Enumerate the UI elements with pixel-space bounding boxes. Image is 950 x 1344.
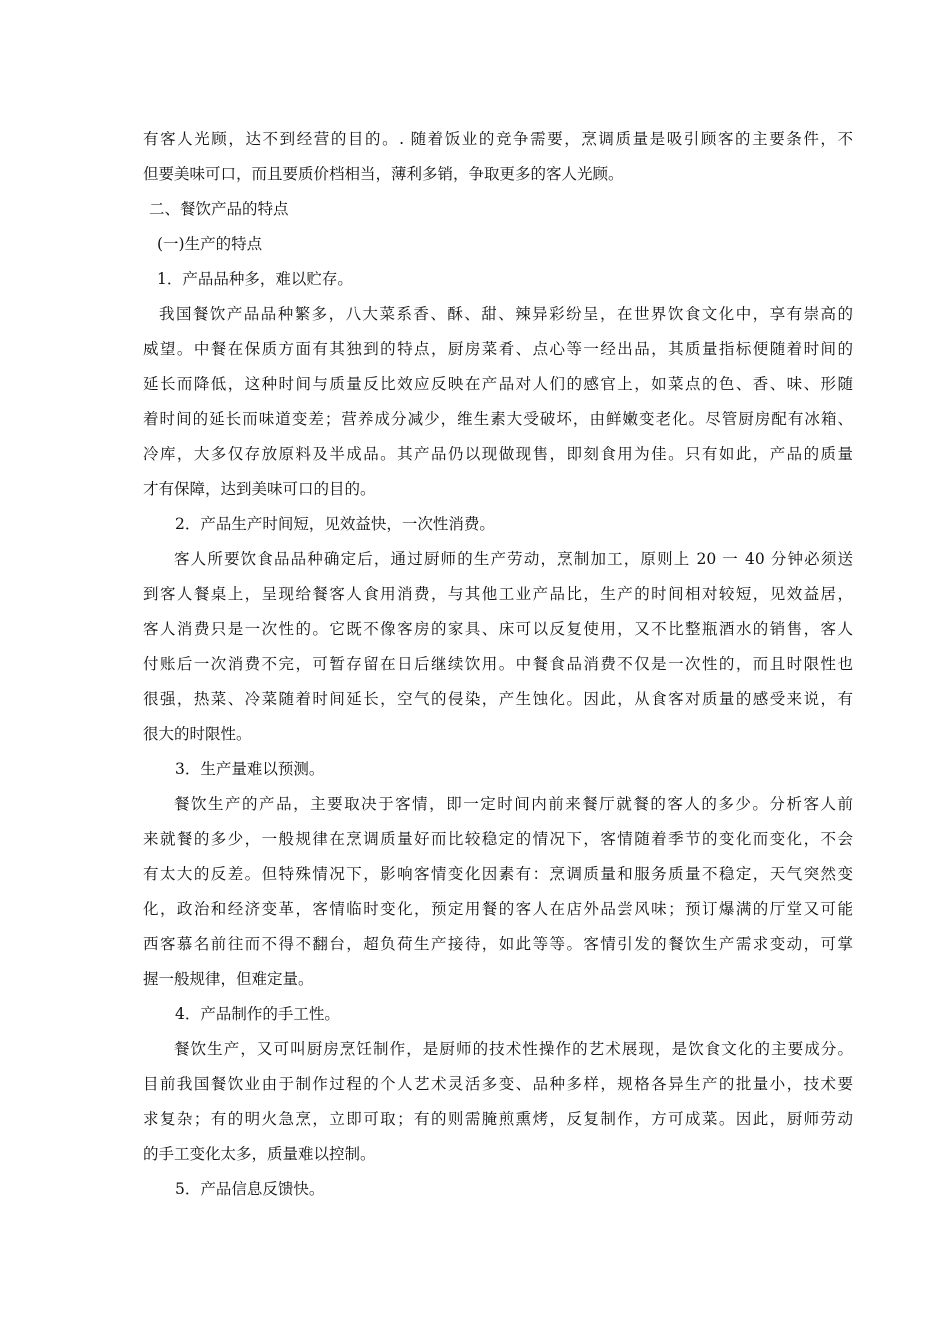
text-line: 化，政治和经济变革，客情临时变化，预定用餐的客人在店外品尝风味；预订爆满的厅堂又可能 <box>143 900 853 918</box>
paragraph <box>143 787 853 997</box>
text-line: 4．产品制作的手工性。 <box>175 1005 340 1023</box>
text-line: 1．产品品种多，难以贮存。 <box>157 270 353 288</box>
text-line: 才有保障，达到美味可口的目的。 <box>143 480 376 498</box>
text-line: 餐饮生产的产品，主要取决于客情，即一定时间内前来餐厅就餐的客人的多少。分析客人前 <box>174 795 853 813</box>
text-line: 冷库，大多仅存放原料及半成品。其产品仍以现做现售，即刻食用为佳。只有如此，产品的质量 <box>143 445 853 463</box>
paragraph <box>143 297 853 507</box>
text-line: 有客人光顾，达不到经营的目的。. 随着饭业的竞争需要，烹调质量是吸引顾客的主要条件，不 <box>143 130 853 148</box>
paragraph <box>143 122 853 192</box>
text-line: 延长而降低，这种时间与质量反比效应反映在产品对人们的感官上，如菜点的色、香、味、形随 <box>143 375 853 393</box>
text-line: 西客慕名前往而不得不翻台，超负荷生产接待，如此等等。客情引发的餐饮生产需求变动，可掌 <box>143 935 853 953</box>
text-line: 着时间的延长而味道变差；营养成分减少，维生素大受破坏，由鲜嫩变老化。尽管厨房配有冰箱、 <box>143 410 853 428</box>
text-line: 3．生产量难以预测。 <box>175 760 325 778</box>
text-line: 有太大的反差。但特殊情况下，影响客情变化因素有：烹调质量和服务质量不稳定，天气突然变 <box>143 865 853 883</box>
section-heading <box>143 1172 853 1207</box>
text-line: 握一般规律，但难定量。 <box>143 970 314 988</box>
section-heading <box>143 262 853 297</box>
text-line: 目前我国餐饮业由于制作过程的个人艺术灵活多变、品种多样，规格各异生产的批量小，技术要 <box>143 1075 853 1093</box>
text-line: 我国餐饮产品品种繁多，八大菜系香、酥、甜、辣异彩纷呈，在世界饮食文化中，享有崇高的 <box>159 305 853 323</box>
document-body <box>143 122 853 1207</box>
text-line: 餐饮生产，又可叫厨房烹饪制作，是厨师的技术性操作的艺术展现，是饮食文化的主要成分。 <box>174 1040 853 1058</box>
text-line: 但要美味可口，而且要质价档相当，薄利多销，争取更多的客人光顾。 <box>143 165 624 183</box>
text-line: 来就餐的多少，一般规律在烹调质量好而比较稳定的情况下，客情随着季节的变化而变化，不会 <box>143 830 853 848</box>
paragraph <box>143 542 853 752</box>
text-line: 客人所要饮食品品种确定后，通过厨师的生产劳动，烹制加工，原则上 20 一 40 分钟必须送 <box>174 550 853 568</box>
paragraph <box>143 1032 853 1172</box>
text-line: 客人消费只是一次性的。它既不像客房的家具、床可以反复使用，又不比整瓶酒水的销售，客人 <box>143 620 853 638</box>
text-line: 很大的时限性。 <box>143 725 252 743</box>
text-line: 求复杂；有的明火急烹，立即可取；有的则需腌煎熏烤，反复制作，方可成菜。因此，厨师劳动 <box>143 1110 853 1128</box>
text-line: 的手工变化太多，质量难以控制。 <box>143 1145 376 1163</box>
section-heading <box>143 752 853 787</box>
section-heading <box>143 507 853 542</box>
text-line: 很强，热菜、冷菜随着时间延长，空气的侵染，产生蚀化。因此，从食客对质量的感受来说，有 <box>143 690 853 708</box>
text-line: 威望。中餐在保质方面有其独到的特点，厨房菜肴、点心等一经出品，其质量指标便随着时间的 <box>143 340 853 358</box>
text-line: 付账后一次消费不完，可暂存留在日后继续饮用。中餐食品消费不仅是一次性的，而且时限性也 <box>143 655 853 673</box>
section-heading <box>143 227 853 262</box>
section-heading <box>143 997 853 1032</box>
text-line: (一)生产的特点 <box>157 235 263 253</box>
text-line: 到客人餐桌上，呈现给餐客人食用消费，与其他工业产品比，生产的时间相对较短，见效益居， <box>143 585 853 603</box>
section-heading <box>143 192 853 227</box>
text-line: 5．产品信息反馈快。 <box>175 1180 325 1198</box>
text-line: 二、餐饮产品的特点 <box>149 200 289 218</box>
text-line: 2．产品生产时间短，见效益快，一次性消费。 <box>175 515 495 533</box>
